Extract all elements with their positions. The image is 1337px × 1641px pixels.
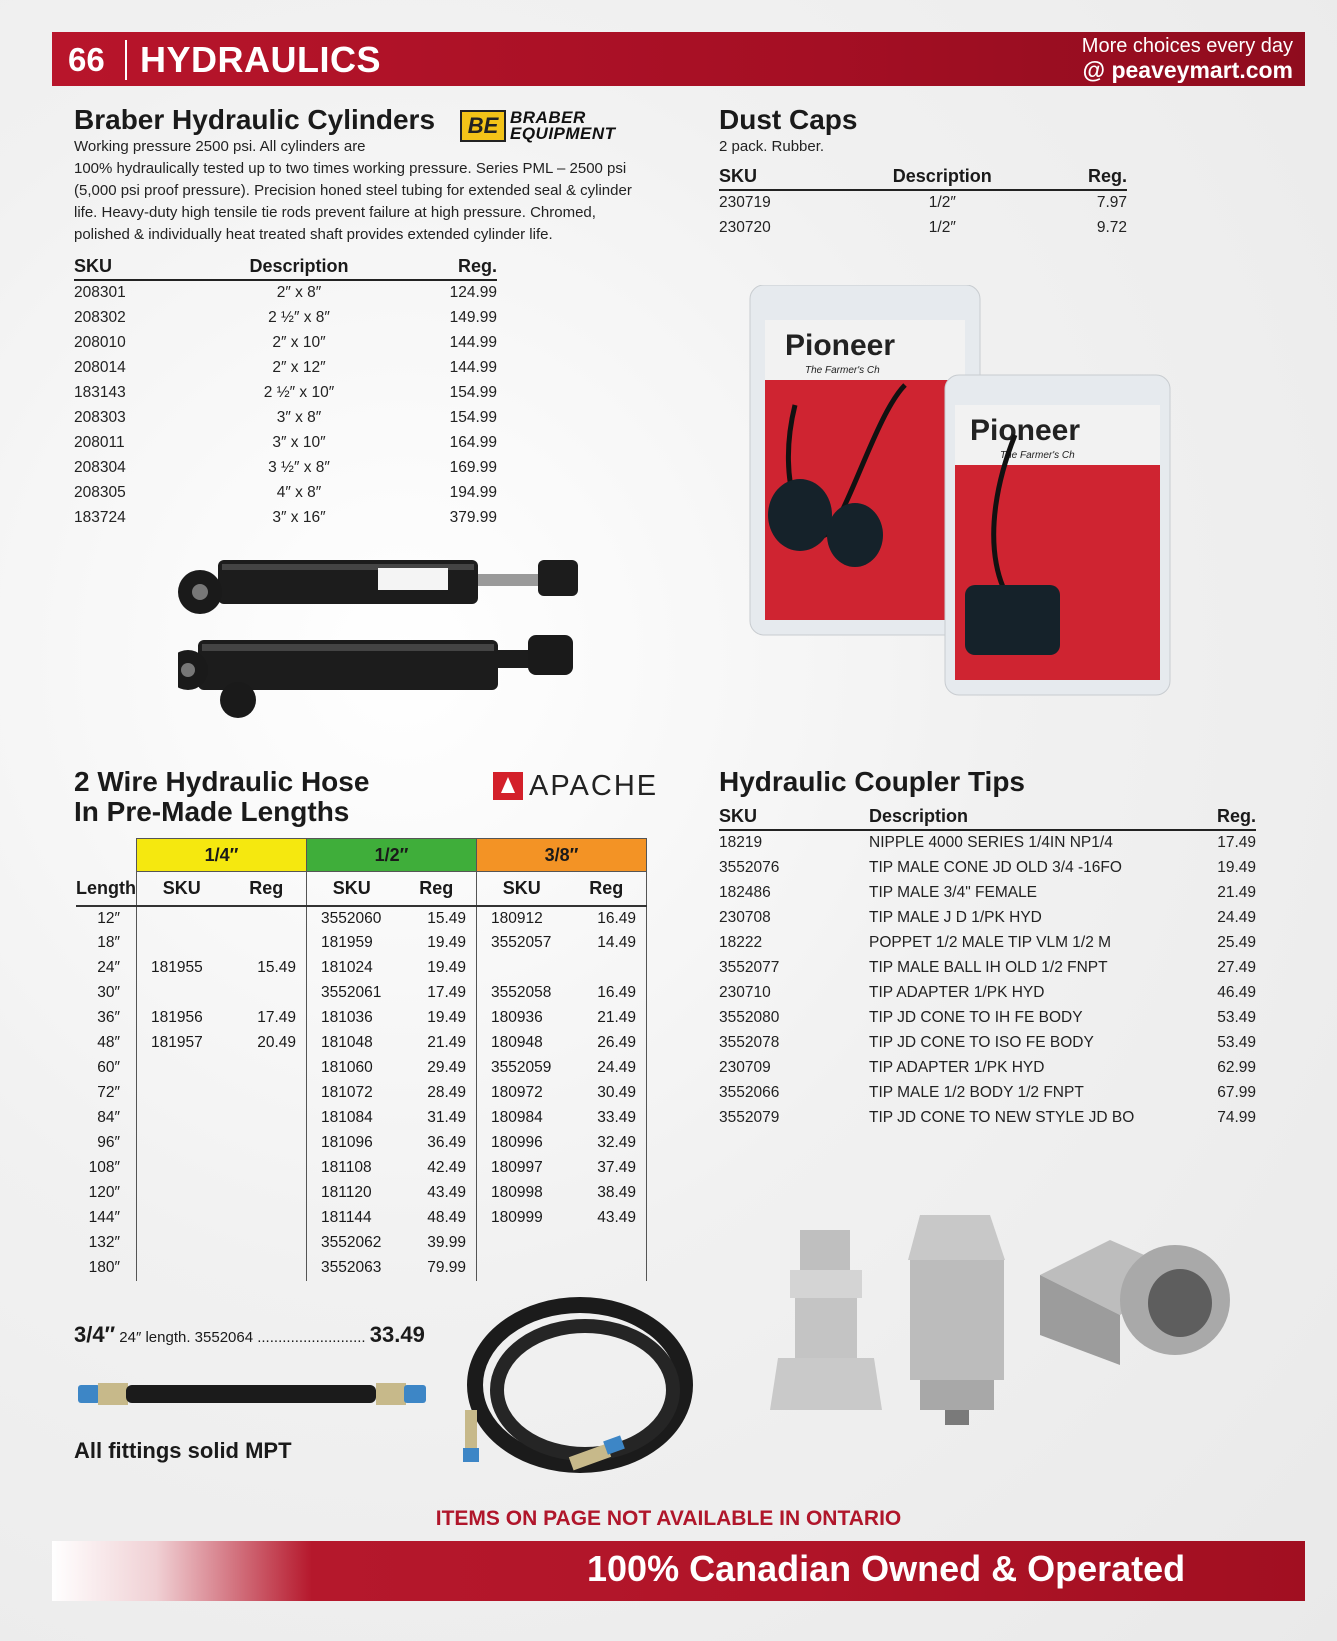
page-header bbox=[52, 32, 1305, 86]
description-cell: 3″ x 10″ bbox=[272, 433, 326, 451]
price-cell: 28.49 bbox=[427, 1084, 466, 1101]
table-row bbox=[76, 1131, 647, 1156]
intro-line: polished & individually heat treated shaft provides extended cylinder life. bbox=[74, 226, 553, 243]
price-cell: 15.49 bbox=[427, 909, 466, 927]
sku-cell: 183724 bbox=[74, 508, 126, 526]
table-row bbox=[74, 355, 497, 380]
sku-cell: 181108 bbox=[307, 1156, 397, 1181]
tagline: More choices every day bbox=[1081, 35, 1293, 57]
intro-line: (5,000 psi proof pressure). Precision honed steel tubing for extended seal & cylinder bbox=[74, 182, 632, 199]
sku-cell bbox=[477, 1256, 567, 1281]
length-cell: 72″ bbox=[97, 1084, 120, 1101]
price-cell: 14.49 bbox=[567, 931, 647, 956]
braber-logo-text: EQUIPMENT bbox=[510, 124, 616, 143]
straight-hose-photo bbox=[78, 1375, 438, 1415]
description-cell: 2″ x 8″ bbox=[276, 284, 322, 301]
price-cell: 38.49 bbox=[567, 1181, 647, 1206]
price-cell bbox=[227, 1106, 307, 1131]
dust-cap-package-front bbox=[945, 375, 1170, 695]
sku-cell bbox=[477, 1231, 567, 1256]
sku-cell: 183143 bbox=[74, 383, 126, 401]
cylinder-top bbox=[178, 560, 578, 614]
table-row bbox=[74, 480, 497, 505]
footer-slogan: 100% Canadian Owned & Operated bbox=[587, 1548, 1186, 1589]
apache-logo-mark bbox=[493, 772, 523, 800]
table-row bbox=[719, 215, 1127, 240]
price-cell: 19.49 bbox=[427, 934, 466, 951]
size-band-three-eighths: 3/8″ bbox=[477, 839, 647, 872]
price-cell: 48.49 bbox=[427, 1209, 466, 1226]
sku-cell: 181060 bbox=[307, 1056, 397, 1081]
sku-cell: 3552076 bbox=[719, 858, 780, 876]
description-cell: TIP JD CONE TO NEW STYLE JD BO bbox=[869, 1108, 1135, 1126]
sku-cell: 180912 bbox=[477, 906, 567, 931]
dust-caps-subtitle: 2 pack. Rubber. bbox=[719, 138, 825, 155]
length-cell: 48″ bbox=[97, 1034, 120, 1051]
sku-cell: 208304 bbox=[74, 458, 126, 476]
sku-cell: 230709 bbox=[719, 1058, 771, 1076]
sku-cell bbox=[137, 1256, 227, 1281]
canadian-flag-graphic bbox=[52, 1541, 312, 1601]
length-cell: 120″ bbox=[88, 1184, 120, 1201]
pack-brand-text: Pioneer bbox=[785, 329, 896, 362]
intro-line: 100% hydraulically tested up to two times working pressure. Series PML – 2500 psi bbox=[74, 160, 627, 177]
price-cell: 19.49 bbox=[1217, 858, 1256, 876]
page-footer bbox=[52, 1541, 1305, 1601]
col-reg: Reg bbox=[227, 872, 307, 906]
price-cell bbox=[227, 1156, 307, 1181]
table-row bbox=[76, 906, 647, 931]
col-reg: Reg bbox=[397, 872, 477, 906]
pack-brand-text: Pioneer bbox=[970, 414, 1081, 447]
col-sku: SKU bbox=[477, 872, 567, 906]
length-cell: 18″ bbox=[97, 934, 120, 951]
price-cell: 29.49 bbox=[427, 1059, 466, 1076]
hydraulic-cylinders-photo bbox=[178, 540, 598, 740]
sku-cell: 230710 bbox=[719, 983, 771, 1001]
coupler-poppet bbox=[908, 1215, 1005, 1425]
price-cell: 169.99 bbox=[449, 458, 497, 476]
sku-cell: 18222 bbox=[719, 933, 763, 951]
price-cell: 154.99 bbox=[449, 408, 497, 426]
apache-logo bbox=[493, 768, 663, 804]
hose-title-line2: In Pre-Made Lengths bbox=[74, 796, 350, 827]
hose-title-line1: 2 Wire Hydraulic Hose bbox=[74, 766, 370, 797]
price-cell: 30.49 bbox=[567, 1081, 647, 1106]
sku-cell: 180948 bbox=[477, 1031, 567, 1056]
sku-cell bbox=[137, 1106, 227, 1131]
size-band-half: 1/2″ bbox=[307, 839, 477, 872]
header-divider bbox=[125, 40, 127, 80]
sku-cell: 3552058 bbox=[477, 981, 567, 1006]
sku-cell: 3552061 bbox=[307, 981, 397, 1006]
price-cell: 15.49 bbox=[257, 959, 296, 976]
sku-cell: 181120 bbox=[307, 1181, 397, 1206]
description-cell: 3″ x 16″ bbox=[272, 508, 326, 526]
description-cell: TIP MALE CONE JD OLD 3/4 -16FO bbox=[869, 858, 1122, 876]
price-cell: 124.99 bbox=[449, 284, 497, 301]
sku-cell: 181957 bbox=[137, 1031, 227, 1056]
intro-line: life. Heavy-duty high tensile tie rods prevent failure at high pressure. Chromed, bbox=[74, 204, 596, 221]
col-description: Description bbox=[214, 254, 384, 280]
sku-cell: 208302 bbox=[74, 308, 126, 326]
table-row bbox=[76, 931, 647, 956]
braber-price-table bbox=[74, 254, 497, 530]
sku-cell: 180997 bbox=[477, 1156, 567, 1181]
price-cell: 21.49 bbox=[1217, 883, 1256, 901]
price-cell bbox=[227, 1206, 307, 1231]
table-row bbox=[74, 380, 497, 405]
price-cell: 53.49 bbox=[1217, 1033, 1256, 1051]
price-cell: 53.49 bbox=[1217, 1008, 1256, 1026]
price-cell: 43.49 bbox=[567, 1206, 647, 1231]
description-cell: NIPPLE 4000 SERIES 1/4IN NP1/4 bbox=[869, 834, 1113, 851]
price-cell: 17.49 bbox=[257, 1009, 296, 1026]
price-cell: 21.49 bbox=[427, 1034, 466, 1051]
price-cell: 16.49 bbox=[567, 906, 647, 931]
price-cell: 62.99 bbox=[1217, 1058, 1256, 1076]
sku-cell: 208011 bbox=[74, 433, 125, 451]
price-cell: 21.49 bbox=[567, 1006, 647, 1031]
sku-cell: 3552059 bbox=[477, 1056, 567, 1081]
price-cell: 37.49 bbox=[567, 1156, 647, 1181]
sku-cell: 180999 bbox=[477, 1206, 567, 1231]
sku-cell: 3552062 bbox=[307, 1231, 397, 1256]
sku-cell: 230708 bbox=[719, 908, 771, 926]
sku-cell: 230719 bbox=[719, 194, 771, 211]
table-row bbox=[74, 305, 497, 330]
description-cell: TIP MALE J D 1/PK HYD bbox=[869, 908, 1042, 926]
sku-cell bbox=[137, 1231, 227, 1256]
price-cell: 32.49 bbox=[567, 1131, 647, 1156]
sku-cell: 3552063 bbox=[307, 1256, 397, 1281]
length-cell: 60″ bbox=[97, 1059, 120, 1076]
braber-equipment-logo bbox=[460, 110, 635, 144]
description-cell: 2 ½″ x 8″ bbox=[268, 308, 330, 326]
table-row bbox=[74, 455, 497, 480]
price-cell bbox=[227, 1256, 307, 1281]
description-cell: TIP MALE 3/4" FEMALE bbox=[869, 883, 1038, 901]
price-cell: 20.49 bbox=[257, 1034, 296, 1051]
price-cell: 194.99 bbox=[449, 483, 497, 501]
table-row bbox=[719, 1105, 1256, 1130]
sku-cell: 230720 bbox=[719, 218, 771, 236]
sku-cell bbox=[137, 1131, 227, 1156]
sku-cell: 181144 bbox=[307, 1206, 397, 1231]
coupler-nipple bbox=[770, 1230, 882, 1410]
table-row bbox=[76, 981, 647, 1006]
sku-cell: 181956 bbox=[137, 1006, 227, 1031]
braber-intro bbox=[74, 136, 654, 246]
braber-title: Braber Hydraulic Cylinders bbox=[74, 104, 436, 135]
table-row bbox=[76, 1056, 647, 1081]
coupler-price-table bbox=[719, 804, 1256, 1130]
price-cell: 67.99 bbox=[1217, 1083, 1256, 1101]
sku-cell bbox=[137, 931, 227, 956]
length-cell: 84″ bbox=[97, 1109, 120, 1126]
table-row bbox=[719, 930, 1256, 955]
length-cell: 108″ bbox=[88, 1159, 120, 1176]
table-row bbox=[76, 1081, 647, 1106]
section-title: HYDRAULICS bbox=[140, 39, 382, 80]
price-cell bbox=[227, 931, 307, 956]
pack-tagline-text: The Farmer's Ch bbox=[1000, 450, 1075, 461]
sku-cell: 181024 bbox=[307, 956, 397, 981]
price-cell: 24.49 bbox=[1217, 908, 1256, 926]
price-cell: 9.72 bbox=[1096, 218, 1127, 236]
dust-caps-price-table bbox=[719, 164, 1127, 240]
sku-cell: 208014 bbox=[74, 358, 126, 376]
braber-logo-text: BRABER bbox=[510, 108, 586, 127]
table-row bbox=[719, 190, 1127, 215]
description-cell: 2″ x 12″ bbox=[272, 358, 326, 376]
sku-cell: 181959 bbox=[307, 931, 397, 956]
coupler-adapter bbox=[1040, 1240, 1230, 1365]
table-row bbox=[76, 1156, 647, 1181]
sku-cell: 181955 bbox=[137, 956, 227, 981]
price-cell: 33.49 bbox=[567, 1106, 647, 1131]
price-cell: 31.49 bbox=[427, 1109, 466, 1126]
length-cell: 12″ bbox=[97, 909, 120, 927]
sku-cell: 3552077 bbox=[719, 958, 780, 976]
price-cell: 43.49 bbox=[427, 1184, 466, 1201]
table-row bbox=[76, 1106, 647, 1131]
table-row bbox=[719, 955, 1256, 980]
table-row bbox=[76, 1006, 647, 1031]
col-sku: SKU bbox=[137, 872, 227, 906]
table-row bbox=[74, 505, 497, 530]
price-cell: 164.99 bbox=[449, 433, 497, 451]
sku-cell: 180984 bbox=[477, 1106, 567, 1131]
description-cell: 4″ x 8″ bbox=[276, 483, 322, 501]
col-length: Length bbox=[76, 872, 137, 906]
sku-cell: 3552079 bbox=[719, 1108, 780, 1126]
three-quarter-size: 3/4″ bbox=[74, 1322, 116, 1347]
price-cell: 26.49 bbox=[567, 1031, 647, 1056]
sku-cell: 180996 bbox=[477, 1131, 567, 1156]
apache-logo-text: APACHE bbox=[529, 770, 659, 802]
price-cell: 7.97 bbox=[1096, 194, 1127, 211]
sku-cell: 3552080 bbox=[719, 1008, 780, 1026]
description-cell: 3 ½″ x 8″ bbox=[268, 458, 330, 476]
three-quarter-desc: 24″ length. 3552064 .......................... bbox=[119, 1329, 366, 1346]
description-cell: TIP MALE 1/2 BODY 1/2 FNPT bbox=[869, 1083, 1084, 1101]
price-cell: 27.49 bbox=[1217, 958, 1256, 976]
intro-line: Working pressure 2500 psi. All cylinders are bbox=[74, 138, 366, 155]
dust-caps-photo bbox=[745, 285, 1185, 705]
sku-cell bbox=[137, 1206, 227, 1231]
description-cell: 3″ x 8″ bbox=[276, 408, 322, 426]
page-number: 66 bbox=[68, 41, 105, 78]
price-cell: 17.49 bbox=[1217, 834, 1256, 851]
description-cell: 2 ½″ x 10″ bbox=[263, 383, 335, 401]
three-quarter-price: 33.49 bbox=[369, 1322, 425, 1347]
sku-cell: 180972 bbox=[477, 1081, 567, 1106]
braber-cylinders-section bbox=[74, 104, 654, 530]
sku-cell: 182486 bbox=[719, 883, 771, 901]
table-row bbox=[76, 1031, 647, 1056]
sku-cell bbox=[137, 1081, 227, 1106]
price-cell: 154.99 bbox=[449, 383, 497, 401]
length-cell: 30″ bbox=[97, 984, 120, 1001]
table-row bbox=[719, 905, 1256, 930]
table-row bbox=[719, 1005, 1256, 1030]
dust-caps-section bbox=[719, 104, 1129, 240]
description-cell: TIP JD CONE TO ISO FE BODY bbox=[869, 1033, 1094, 1051]
description-cell: TIP ADAPTER 1/PK HYD bbox=[869, 1058, 1045, 1076]
sku-cell bbox=[477, 956, 567, 981]
price-cell: 25.49 bbox=[1217, 933, 1256, 951]
price-cell: 19.49 bbox=[427, 959, 466, 976]
col-sku: SKU bbox=[719, 164, 839, 190]
length-cell: 180″ bbox=[88, 1259, 120, 1276]
length-cell: 96″ bbox=[97, 1134, 120, 1151]
price-cell: 36.49 bbox=[427, 1134, 466, 1151]
sku-cell: 181048 bbox=[307, 1031, 397, 1056]
dust-caps-title: Dust Caps bbox=[719, 104, 858, 135]
table-row bbox=[74, 330, 497, 355]
price-cell bbox=[567, 1256, 647, 1281]
price-cell: 74.99 bbox=[1217, 1108, 1256, 1126]
sku-cell: 181096 bbox=[307, 1131, 397, 1156]
size-band-quarter: 1/4″ bbox=[137, 839, 307, 872]
length-cell: 144″ bbox=[88, 1209, 120, 1226]
sku-cell: 3552057 bbox=[477, 931, 567, 956]
band-blank bbox=[76, 839, 137, 872]
price-cell: 144.99 bbox=[449, 333, 497, 351]
length-cell: 132″ bbox=[88, 1234, 120, 1251]
table-row bbox=[74, 280, 497, 305]
price-cell bbox=[567, 1231, 647, 1256]
col-description: Description bbox=[839, 164, 1046, 190]
table-row bbox=[76, 1231, 647, 1256]
length-cell: 36″ bbox=[97, 1009, 120, 1026]
sku-cell bbox=[137, 1056, 227, 1081]
description-cell: TIP MALE BALL IH OLD 1/2 FNPT bbox=[869, 958, 1108, 976]
description-cell: 1/2″ bbox=[928, 194, 956, 211]
sku-cell: 181036 bbox=[307, 1006, 397, 1031]
col-sku: SKU bbox=[74, 254, 214, 280]
table-row bbox=[76, 1181, 647, 1206]
sku-cell: 208303 bbox=[74, 408, 126, 426]
price-cell: 379.99 bbox=[449, 508, 497, 526]
table-row bbox=[74, 405, 497, 430]
sku-cell: 181084 bbox=[307, 1106, 397, 1131]
sku-cell bbox=[137, 906, 227, 931]
col-description: Description bbox=[869, 804, 1206, 830]
sku-cell: 180998 bbox=[477, 1181, 567, 1206]
sku-cell: 208010 bbox=[74, 333, 126, 351]
col-reg: Reg bbox=[567, 872, 647, 906]
table-row bbox=[719, 1055, 1256, 1080]
col-reg: Reg. bbox=[384, 254, 497, 280]
price-cell: 144.99 bbox=[449, 358, 497, 376]
price-cell bbox=[567, 956, 647, 981]
sku-cell: 180936 bbox=[477, 1006, 567, 1031]
table-row bbox=[76, 1206, 647, 1231]
table-row bbox=[719, 980, 1256, 1005]
coupler-tips-photo bbox=[770, 1215, 1250, 1445]
fittings-note: All fittings solid MPT bbox=[74, 1438, 292, 1463]
price-cell bbox=[227, 1231, 307, 1256]
sku-cell: 208305 bbox=[74, 483, 126, 501]
pack-tagline-text: The Farmer's Ch bbox=[805, 365, 880, 376]
table-row bbox=[76, 1256, 647, 1281]
description-cell: 2″ x 10″ bbox=[272, 333, 326, 351]
price-cell: 149.99 bbox=[449, 308, 497, 326]
coiled-hose-photo bbox=[455, 1290, 700, 1500]
sku-cell: 181072 bbox=[307, 1081, 397, 1106]
braber-logo-mark: BE bbox=[460, 110, 506, 142]
price-cell: 46.49 bbox=[1217, 983, 1256, 1001]
col-reg: Reg. bbox=[1206, 804, 1256, 830]
table-row bbox=[719, 880, 1256, 905]
price-cell bbox=[227, 1056, 307, 1081]
price-cell: 16.49 bbox=[567, 981, 647, 1006]
coupler-tips-section bbox=[719, 766, 1259, 1130]
sku-cell: 18219 bbox=[719, 834, 763, 851]
col-sku: SKU bbox=[307, 872, 397, 906]
table-row bbox=[76, 956, 647, 981]
description-cell: 1/2″ bbox=[928, 218, 956, 236]
description-cell: POPPET 1/2 MALE TIP VLM 1/2 M bbox=[869, 933, 1112, 951]
three-quarter-hose-offer bbox=[74, 1322, 425, 1348]
hose-price-grid bbox=[76, 838, 647, 1281]
price-cell: 17.49 bbox=[427, 984, 466, 1001]
price-cell bbox=[227, 1081, 307, 1106]
sku-cell: 3552060 bbox=[307, 906, 397, 931]
website-link[interactable]: @ peaveymart.com bbox=[1082, 57, 1293, 83]
table-row bbox=[719, 855, 1256, 880]
sku-cell: 208301 bbox=[74, 284, 126, 301]
price-cell bbox=[227, 1131, 307, 1156]
table-row bbox=[719, 1030, 1256, 1055]
description-cell: TIP JD CONE TO IH FE BODY bbox=[869, 1008, 1083, 1026]
coupler-title: Hydraulic Coupler Tips bbox=[719, 766, 1025, 797]
price-cell: 42.49 bbox=[427, 1159, 466, 1176]
cylinder-bottom bbox=[178, 635, 573, 718]
price-cell bbox=[227, 1181, 307, 1206]
sku-cell bbox=[137, 1181, 227, 1206]
sku-cell: 3552078 bbox=[719, 1033, 780, 1051]
table-row bbox=[74, 430, 497, 455]
ontario-notice: ITEMS ON PAGE NOT AVAILABLE IN ONTARIO bbox=[435, 1507, 902, 1530]
table-row bbox=[719, 1080, 1256, 1105]
col-sku: SKU bbox=[719, 804, 869, 830]
price-cell: 39.99 bbox=[427, 1234, 466, 1251]
price-cell: 79.99 bbox=[427, 1259, 466, 1276]
sku-cell: 3552066 bbox=[719, 1083, 780, 1101]
price-cell: 24.49 bbox=[567, 1056, 647, 1081]
price-cell: 19.49 bbox=[427, 1009, 466, 1026]
sku-cell bbox=[137, 1156, 227, 1181]
price-cell bbox=[227, 906, 307, 931]
description-cell: TIP ADAPTER 1/PK HYD bbox=[869, 983, 1045, 1001]
sku-cell bbox=[137, 981, 227, 1006]
length-cell: 24″ bbox=[97, 959, 120, 976]
col-reg: Reg. bbox=[1046, 164, 1127, 190]
table-row bbox=[719, 830, 1256, 855]
price-cell bbox=[227, 981, 307, 1006]
